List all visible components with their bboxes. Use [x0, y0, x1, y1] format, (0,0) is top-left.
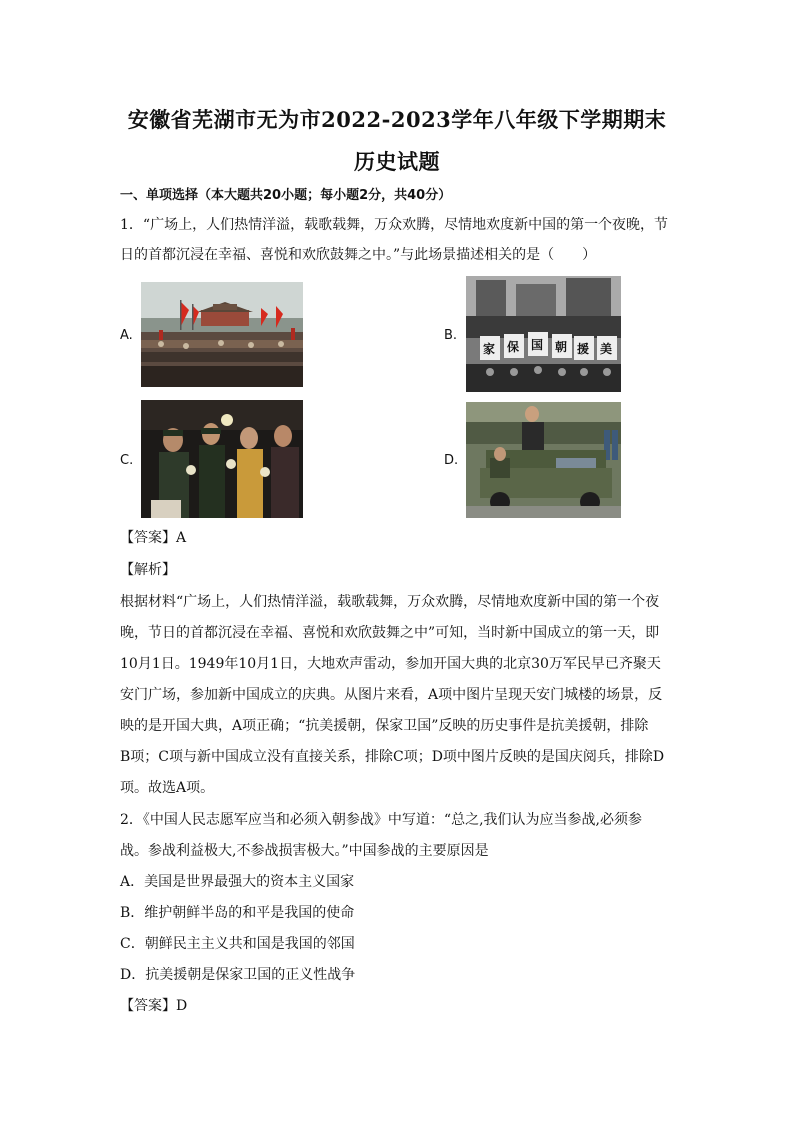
q1-option-b-label: B. — [444, 328, 458, 343]
banner-char-6: 美 — [600, 342, 613, 356]
q1-analysis-line: 10月1日。1949年10月1日，大地欢声雷动，参加开国大典的北京30万军民早已齐聚天 — [120, 656, 661, 672]
q2-option-a: A．美国是世界最强大的资本主义国家 — [120, 874, 355, 890]
q2-option-d: D．抗美援朝是保家卫国的正义性战争 — [120, 967, 356, 983]
exam-subtitle: 历史试题 — [354, 149, 440, 174]
q1-analysis-line: 根据材料“广场上，人们热情洋溢，载歌载舞，万众欢腾，尽情地欢度新中国的第一个夜 — [120, 594, 660, 610]
q2-option-b: B．维护朝鲜半岛的和平是我国的使命 — [120, 905, 355, 921]
q2-answer: 【答案】D — [120, 998, 188, 1014]
q1-analysis-line: 项。故选A项。 — [120, 780, 215, 796]
q1-analysis-line: 映的是开国大典，A项正确；“抗美援朝，保家卫国”反映的历史事件是抗美援朝，排除 — [120, 718, 649, 734]
q1-analysis-label: 【解析】 — [120, 562, 176, 578]
q1-stem-line-1: 1．“广场上，人们热情洋溢，载歌载舞，万众欢腾，尽情地欢度新中国的第一个夜晚，节 — [120, 217, 669, 233]
banner-char-5: 援 — [577, 342, 590, 356]
q2-option-c: C．朝鲜民主主义共和国是我国的邻国 — [120, 936, 355, 952]
q2-stem-line-1: 2．《中国人民志愿军应当和必须入朝参战》中写道：“总之,我们认为应当参战,必须参 — [120, 812, 642, 828]
q1-option-d-label: D. — [444, 453, 459, 468]
q1-stem-line-2: 日的首都沉浸在幸福、喜悦和欢欣鼓舞之中。”与此场景描述相关的是（ ） — [120, 247, 597, 263]
banner-char-2: 保 — [507, 340, 520, 354]
q1-option-b-photo-parade-banners — [466, 276, 621, 392]
q1-option-d-photo-military-review — [466, 402, 621, 518]
banner-char-1: 家 — [483, 342, 496, 356]
section-heading: 一、单项选择（本大题共20小题；每小题2分，共40分） — [120, 188, 452, 203]
q2-stem-line-2: 战。参战利益极大,不参战损害极大。”中国参战的主要原因是 — [120, 843, 489, 859]
q1-answer: 【答案】A — [120, 530, 187, 546]
banner-char-4: 朝 — [555, 340, 568, 354]
q1-option-a-photo-tiananmen — [141, 282, 303, 387]
exam-title: 安徽省芜湖市无为市2022-2023学年八年级下学期期末 — [127, 107, 667, 132]
q1-analysis-line: 安门广场，参加新中国成立的庆典。从图片来看，A项中图片呈现天安门城楼的场景，反 — [120, 687, 663, 703]
q1-analysis-line: B项；C项与新中国成立没有直接关系，排除C项；D项中图片反映的是国庆阅兵，排除D — [120, 749, 665, 765]
q1-analysis-line: 晚，节日的首都沉浸在幸福、喜悦和欢欣鼓舞之中”可知，当时新中国成立的第一天，即 — [120, 625, 660, 641]
q1-option-c-label: C. — [120, 453, 134, 468]
q1-option-a-label: A. — [120, 328, 133, 343]
banner-char-3: 国 — [531, 338, 544, 352]
q1-option-c-photo-celebration-toast — [141, 400, 303, 518]
